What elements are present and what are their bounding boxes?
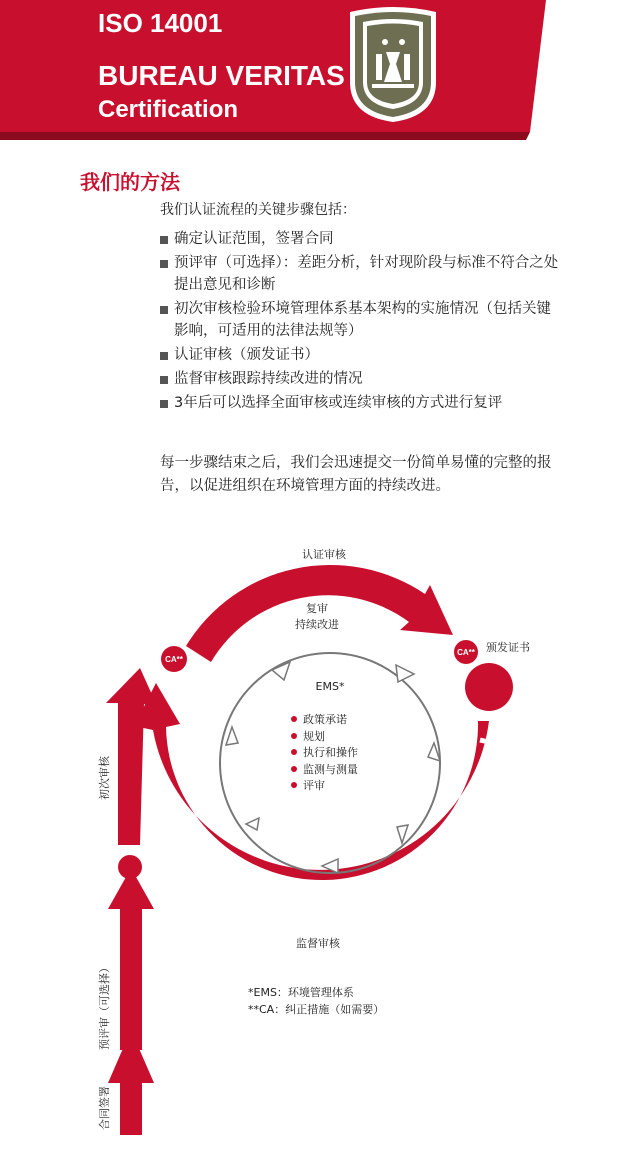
ems-bullet-icon — [291, 749, 297, 755]
ring-arrow-icon — [397, 825, 408, 843]
bullet-square-icon — [160, 306, 168, 314]
ems-item: 政策承诺 — [303, 713, 347, 726]
iso-title: ISO 14001 — [98, 8, 223, 38]
ems-bullet-icon — [291, 733, 297, 739]
list-item: 确定认证范围，签署合同 — [160, 228, 562, 250]
certification-cycle-diagram — [0, 530, 636, 1176]
list-item: 初次审核检验环境管理体系基本架构的实施情况（包括关键影响，可适用的法律法规等） — [160, 298, 562, 342]
ring-arrow-icon — [226, 727, 238, 745]
list-item: 预评审（可选择）：差距分析，针对现阶段与标准不符合之处提出意见和诊断 — [160, 252, 562, 296]
ca-badge-label-right: CA** — [457, 648, 475, 657]
label-continual-improvement: 持续改进 — [295, 618, 339, 631]
ems-item: 评审 — [303, 779, 325, 792]
bullet-square-icon — [160, 352, 168, 360]
contract-arrow — [108, 1030, 154, 1135]
section-title: 我们的方法 — [80, 170, 180, 194]
list-item: 监督审核跟踪持续改进的情况 — [160, 368, 562, 390]
ca-badge-label-left: CA** — [165, 655, 183, 664]
bullet-square-icon — [160, 376, 168, 384]
label-pre-audit: 预评审（可选择） — [98, 962, 111, 1050]
ems-bullet-icon — [291, 716, 297, 722]
certificate-dot — [465, 663, 513, 711]
steps-list — [160, 228, 562, 416]
brand-name: BUREAU VERITAS — [98, 60, 345, 91]
label-certification-audit: 认证审核 — [302, 548, 346, 561]
ems-bullet-icon — [291, 782, 297, 788]
label-contract-signing: 合同签署 — [98, 1086, 111, 1130]
bureau-veritas-seal-icon — [346, 4, 440, 124]
ems-item: 执行和操作 — [303, 746, 358, 759]
ring-arrow-icon — [246, 818, 259, 830]
label-ems: EMS* — [315, 680, 345, 693]
footnote-ca: **CA：纠正措施（如需要） — [248, 1003, 385, 1016]
label-surveillance-audit: 监督审核 — [296, 937, 340, 950]
milestone-dot — [118, 855, 142, 879]
pre-audit-arrow — [108, 868, 154, 1050]
ems-item: 规划 — [303, 730, 325, 743]
ems-item: 监测与测量 — [303, 763, 358, 776]
footnote-ems: *EMS：环境管理体系 — [248, 986, 354, 999]
initial-audit-arrow — [106, 668, 158, 845]
section-intro: 我们认证流程的关键步骤包括： — [160, 202, 356, 218]
ems-bullet-icon — [291, 766, 297, 772]
label-issue-certificate: 颁发证书 — [486, 641, 530, 654]
summary-paragraph: 每一步骤结束之后，我们会迅速提交一份简单易懂的完整的报告，以促进组织在环境管理方面的持续改进。 — [160, 455, 552, 494]
bullet-square-icon — [160, 260, 168, 268]
list-item: 3年后可以选择全面审核或连续审核的方式进行复评 — [160, 392, 562, 414]
ring-arrow-icon — [396, 665, 414, 682]
bullet-square-icon — [160, 236, 168, 244]
bullet-square-icon — [160, 400, 168, 408]
list-item: 认证审核（颁发证书） — [160, 344, 562, 366]
label-initial-audit: 初次审核 — [98, 756, 111, 800]
certification-label: Certification — [98, 96, 239, 123]
label-recertification: 复审 — [306, 602, 328, 615]
